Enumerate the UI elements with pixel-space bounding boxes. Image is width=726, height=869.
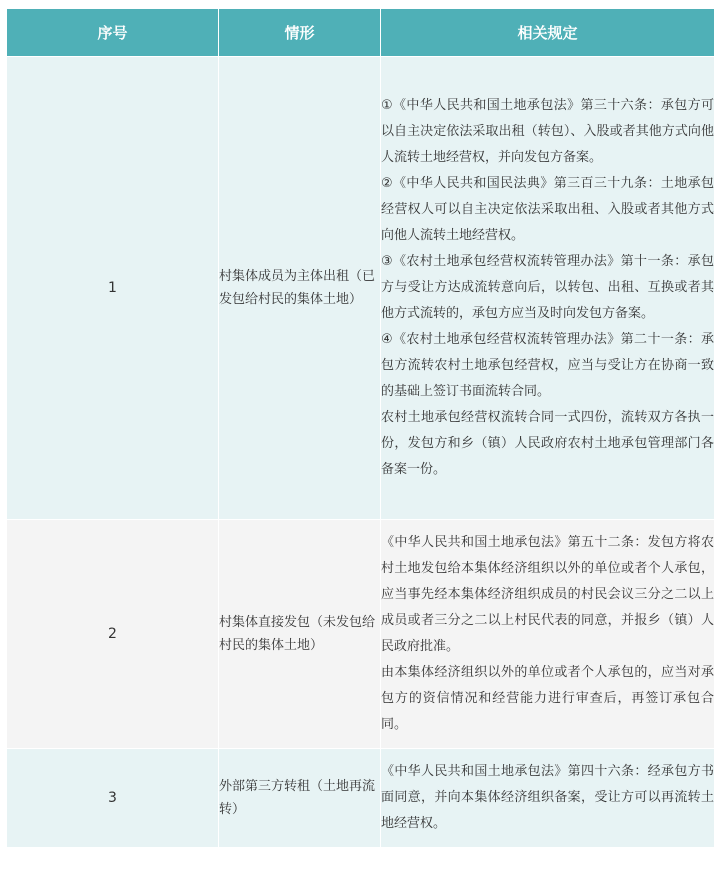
rule-paragraph: 农村土地承包经营权流转合同一式四份，流转双方各执一份，发包方和乡（镇）人民政府农村土地承包管理部门各备案一份。	[381, 410, 714, 477]
header-row	[7, 9, 715, 57]
table-row	[7, 749, 715, 848]
table-body	[7, 57, 715, 848]
situation-cell: 村集体成员为主体出租（已发包给村民的集体土地）	[219, 57, 381, 520]
rule-paragraph: ②《中华人民共和国民法典》第三百三十九条：土地承包经营权人可以自主决定依法采取出租、入股或者其他方式向他人流转土地经营权。	[381, 176, 714, 243]
rules-cell	[381, 57, 715, 520]
rule-paragraph: ①《中华人民共和国土地承包法》第三十六条：承包方可以自主决定依法采取出租（转包）、入股或者其他方式向他人流转土地经营权，并向发包方备案。	[381, 98, 714, 165]
rules-cell	[381, 749, 715, 848]
rule-paragraph: 《中华人民共和国土地承包法》第四十六条：经承包方书面同意，并向本集体经济组织备案，受让方可以再流转土地经营权。	[381, 764, 714, 831]
rule-paragraph: 由本集体经济组织以外的单位或者个人承包的，应当对承包方的资信情况和经营能力进行审查后，再签订承包合同。	[381, 665, 714, 732]
seq-cell: 1	[7, 57, 219, 520]
header-rules: 相关规定	[381, 9, 715, 57]
table-header	[7, 9, 715, 57]
header-situation: 情形	[219, 9, 381, 57]
table-row	[7, 57, 715, 520]
rule-paragraph: ④《农村土地承包经营权流转管理办法》第二十一条：承包方流转农村土地承包经营权，应当与受让方在协商一致的基础上签订书面流转合同。	[381, 332, 714, 399]
seq-cell: 3	[7, 749, 219, 848]
rules-cell	[381, 520, 715, 749]
seq-cell: 2	[7, 520, 219, 749]
situation-cell: 外部第三方转租（土地再流转）	[219, 749, 381, 848]
regulations-table	[6, 8, 715, 848]
rule-paragraph: 《中华人民共和国土地承包法》第五十二条：发包方将农村土地发包给本集体经济组织以外的单位或者个人承包，应当事先经本集体经济组织成员的村民会议三分之二以上成员或者三分之二以上村民代表的同意，并报乡（镇）人民政府批准。	[381, 535, 714, 654]
header-seq: 序号	[7, 9, 219, 57]
situation-cell: 村集体直接发包（未发包给村民的集体土地）	[219, 520, 381, 749]
rule-paragraph: ③《农村土地承包经营权流转管理办法》第十一条：承包方与受让方达成流转意向后，以转包、出租、互换或者其他方式流转的，承包方应当及时向发包方备案。	[381, 254, 714, 321]
table-row	[7, 520, 715, 749]
